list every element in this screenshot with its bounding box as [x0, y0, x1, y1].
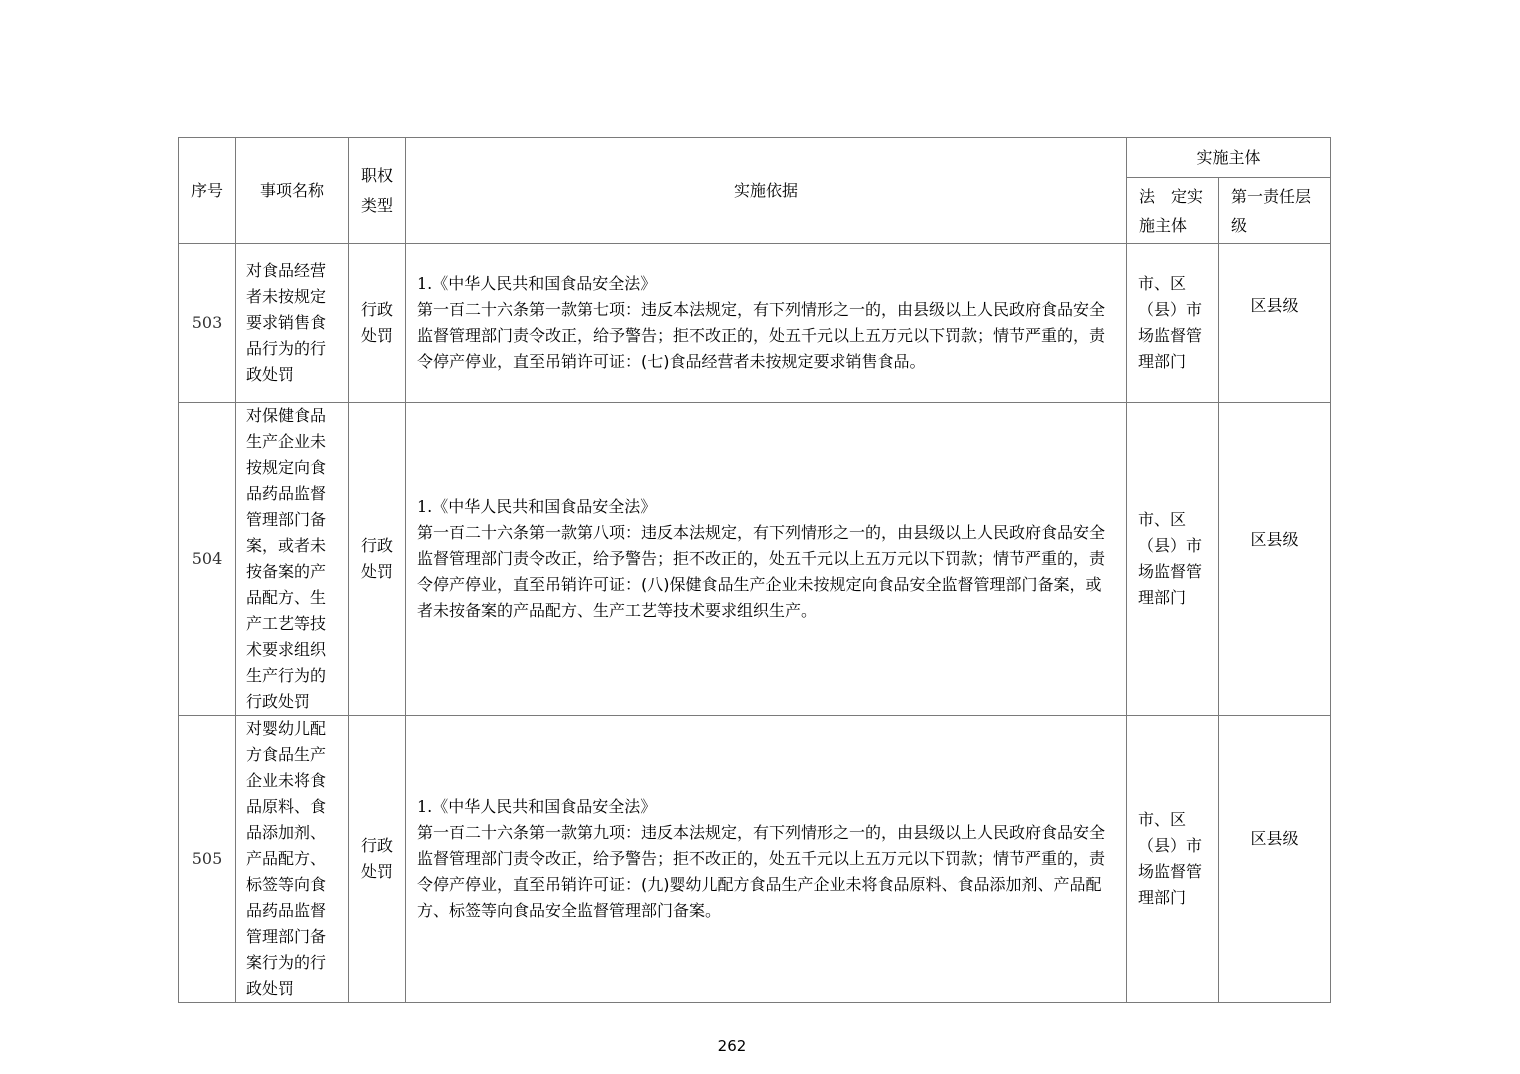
row-entity: 市、区（县）市场监督管理部门: [1127, 244, 1219, 403]
table-row: [179, 403, 1331, 716]
row-basis: [406, 716, 1127, 1003]
law-title: 1.《中华人民共和国食品安全法》: [417, 497, 657, 516]
row-seq: 504: [179, 403, 236, 716]
law-clause: 第一百二十六条第一款第七项：违反本法规定，有下列情形之一的，由县级以上人民政府食品安全监督管理部门责令改正，给予警告；拒不改正的，处五千元以上五万元以下罚款；情节严重的，责令停产停业，直至吊销许可证：(七)食品经营者未按规定要求销售食品。: [417, 300, 1106, 371]
row-basis: [406, 244, 1127, 403]
row-basis: [406, 403, 1127, 716]
row-entity: 市、区（县）市场监督管理部门: [1127, 403, 1219, 716]
page-number: 262: [717, 1037, 747, 1055]
row-level: 区县级: [1219, 716, 1331, 1003]
row-entity: 市、区（县）市场监督管理部门: [1127, 716, 1219, 1003]
row-seq: 503: [179, 244, 236, 403]
header-entity-group: 实施主体: [1127, 138, 1331, 178]
law-title: 1.《中华人民共和国食品安全法》: [417, 797, 657, 816]
row-type: 行政处罚: [349, 403, 406, 716]
row-type: 行政处罚: [349, 244, 406, 403]
row-seq: 505: [179, 716, 236, 1003]
header-type: 职权类型: [349, 138, 406, 244]
row-level: 区县级: [1219, 403, 1331, 716]
law-title: 1.《中华人民共和国食品安全法》: [417, 274, 657, 293]
row-name: 对婴幼儿配方食品生产企业未将食品原料、食品添加剂、产品配方、标签等向食品药品监督管理部门备案行为的行政处罚: [236, 716, 349, 1003]
header-name: 事项名称: [236, 138, 349, 244]
header-seq: 序号: [179, 138, 236, 244]
table-row: [179, 244, 1331, 403]
header-first-level: 第一责任层级: [1219, 178, 1331, 244]
law-clause: 第一百二十六条第一款第八项：违反本法规定，有下列情形之一的，由县级以上人民政府食品安全监督管理部门责令改正，给予警告；拒不改正的，处五千元以上五万元以下罚款；情节严重的，责令停产停业，直至吊销许可证：(八)保健食品生产企业未按规定向食品安全监督管理部门备案，或者未按备案的产品配方、生产工艺等技术要求组织生产。: [417, 523, 1106, 620]
row-type: 行政处罚: [349, 716, 406, 1003]
table-row: [179, 716, 1331, 1003]
header-legal-entity: 法 定实施主体: [1127, 178, 1219, 244]
row-level: 区县级: [1219, 244, 1331, 403]
row-name: 对保健食品生产企业未按规定向食品药品监督管理部门备案，或者未按备案的产品配方、生产工艺等技术要求组织生产行为的行政处罚: [236, 403, 349, 716]
enforcement-table: [178, 137, 1331, 1003]
header-basis: 实施依据: [406, 138, 1127, 244]
row-name: 对食品经营者未按规定要求销售食品行为的行政处罚: [236, 244, 349, 403]
law-clause: 第一百二十六条第一款第九项：违反本法规定，有下列情形之一的，由县级以上人民政府食品安全监督管理部门责令改正，给予警告；拒不改正的，处五千元以上五万元以下罚款；情节严重的，责令停产停业，直至吊销许可证：(九)婴幼儿配方食品生产企业未将食品原料、食品添加剂、产品配方、标签等向食品安全监督管理部门备案。: [417, 823, 1106, 920]
